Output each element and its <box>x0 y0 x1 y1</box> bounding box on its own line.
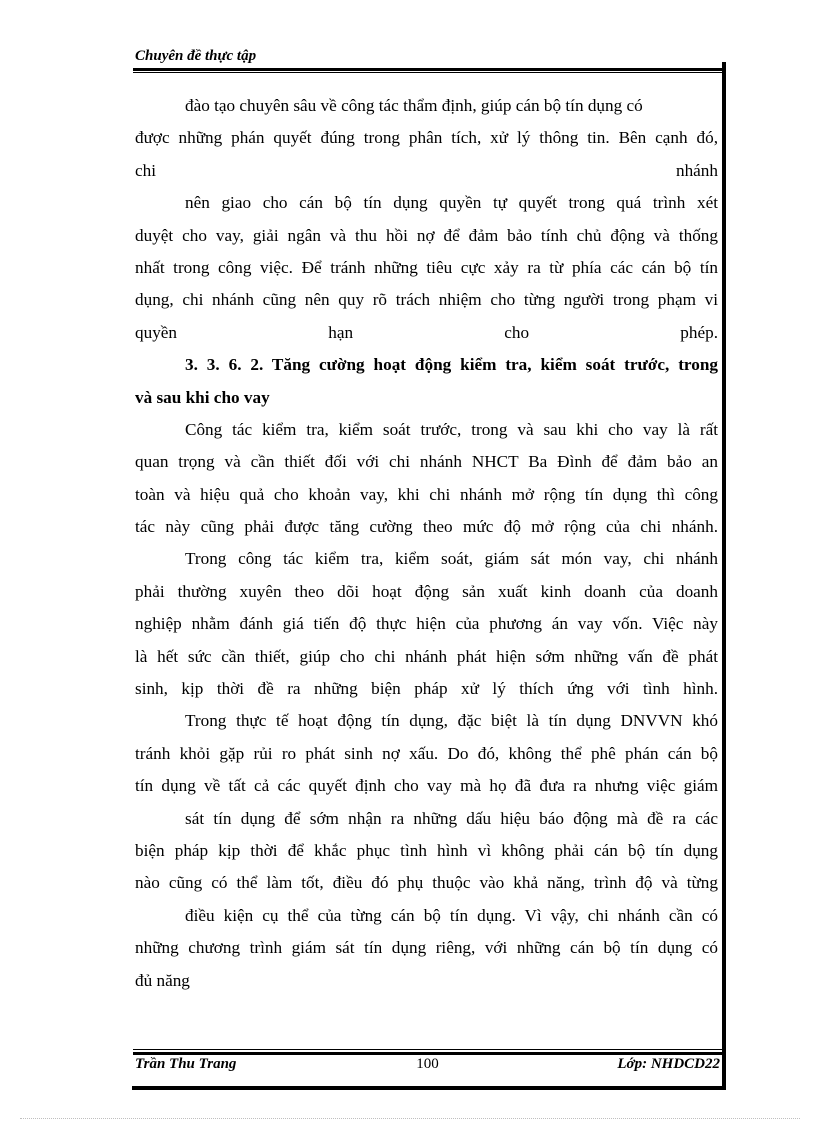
page-number: 100 <box>416 1056 439 1072</box>
body-line: chi nhánh <box>135 160 718 180</box>
footer-author: Trần Thu Trang <box>135 1056 237 1072</box>
body-line: được những phán quyết đúng trong phân tích, xử lý thông tin. Bên cạnh đó, <box>135 128 718 148</box>
footer-class-label: Lớp: NHDCD22 <box>617 1056 720 1072</box>
body-line: tránh khỏi gặp rủi ro phát sinh nợ xấu. Do đó, không thể phê phán cán bộ <box>135 743 718 763</box>
section-heading-continued: và sau khi cho vay <box>135 387 270 407</box>
body-line: nên giao cho cán bộ tín dụng quyền tự quyết trong quá trình xét <box>185 193 718 213</box>
footer-rule-thin <box>133 1049 722 1050</box>
body-line: nhất trong công việc. Để tránh những tiêu cực xảy ra từ phía các cán bộ tín <box>135 257 718 277</box>
body-line: sinh, kịp thời đề ra những biện pháp xử lý thích ứng với tình hình. <box>135 679 718 699</box>
body-line: đào tạo chuyên sâu về công tác thẩm định, giúp cán bộ tín dụng có <box>185 96 643 115</box>
body-line: dụng, chi nhánh cũng nên quy rõ trách nhiệm cho từng người trong phạm vi <box>135 290 718 310</box>
body-line: sát tín dụng để sớm nhận ra những dấu hiệu báo động mà đề ra các <box>185 808 718 828</box>
body-line: Trong công tác kiểm tra, kiểm soát, giám sát món vay, chi nhánh <box>185 549 718 569</box>
body-line: toàn và hiệu quả cho khoản vay, khi chi nhánh mở rộng tín dụng thì công <box>135 484 718 504</box>
section-heading: 3. 3. 6. 2. Tăng cường hoạt động kiểm tra, kiểm soát trước, trong <box>185 355 718 375</box>
body-line: nghiệp nhằm đánh giá tiến độ thực hiện của phương án vay vốn. Việc này <box>135 614 718 634</box>
body-line: Công tác kiểm tra, kiểm soát trước, trong và sau khi cho vay là rất <box>185 419 718 439</box>
body-line: quyền hạn cho phép. <box>135 322 718 342</box>
page-bottom-dotted-line <box>20 1118 800 1119</box>
body-line: là hết sức cần thiết, giúp cho chi nhánh phát hiện sớm những vấn đề phát <box>135 646 718 666</box>
body-line: biện pháp kịp thời để khắc phục tình hình vì không phải cán bộ tín dụng <box>135 840 718 860</box>
body-text <box>135 90 718 997</box>
header-rule-thick <box>133 68 722 71</box>
body-line: nào cũng có thể làm tốt, điều đó phụ thuộc vào khả năng, trình độ và từng <box>135 873 718 893</box>
body-line: tác này cũng phải được tăng cường theo mức độ mở rộng của chi nhánh. <box>135 517 718 537</box>
header-rule-thin <box>133 72 722 73</box>
body-line: tín dụng về tất cả các quyết định cho vay mà họ đã đưa ra nhưng việc giám <box>135 776 718 796</box>
body-line: đủ năng <box>135 970 190 990</box>
body-line: những chương trình giám sát tín dụng riêng, với những cán bộ tín dụng có <box>135 938 718 958</box>
footer <box>135 1056 720 1078</box>
body-line: phải thường xuyên theo dõi hoạt động sản xuất kinh doanh của doanh <box>135 581 718 601</box>
body-line: duyệt cho vay, giải ngân và thu hồi nợ để đảm bảo tính chủ động và thống <box>135 225 718 245</box>
page-border-shadow-bottom <box>132 1086 726 1090</box>
header-title: Chuyên đề thực tập <box>135 48 257 64</box>
page-border-shadow-right <box>722 62 726 1090</box>
footer-rule-thick <box>133 1052 722 1055</box>
body-line: quan trọng và cần thiết đối với chi nhánh NHCT Ba Đình để đảm bảo an <box>135 452 718 472</box>
body-line: Trong thực tế hoạt động tín dụng, đặc biệt là tín dụng DNVVN khó <box>185 711 718 731</box>
body-line: điều kiện cụ thể của từng cán bộ tín dụng. Vì vậy, chi nhánh cần có <box>185 905 718 925</box>
